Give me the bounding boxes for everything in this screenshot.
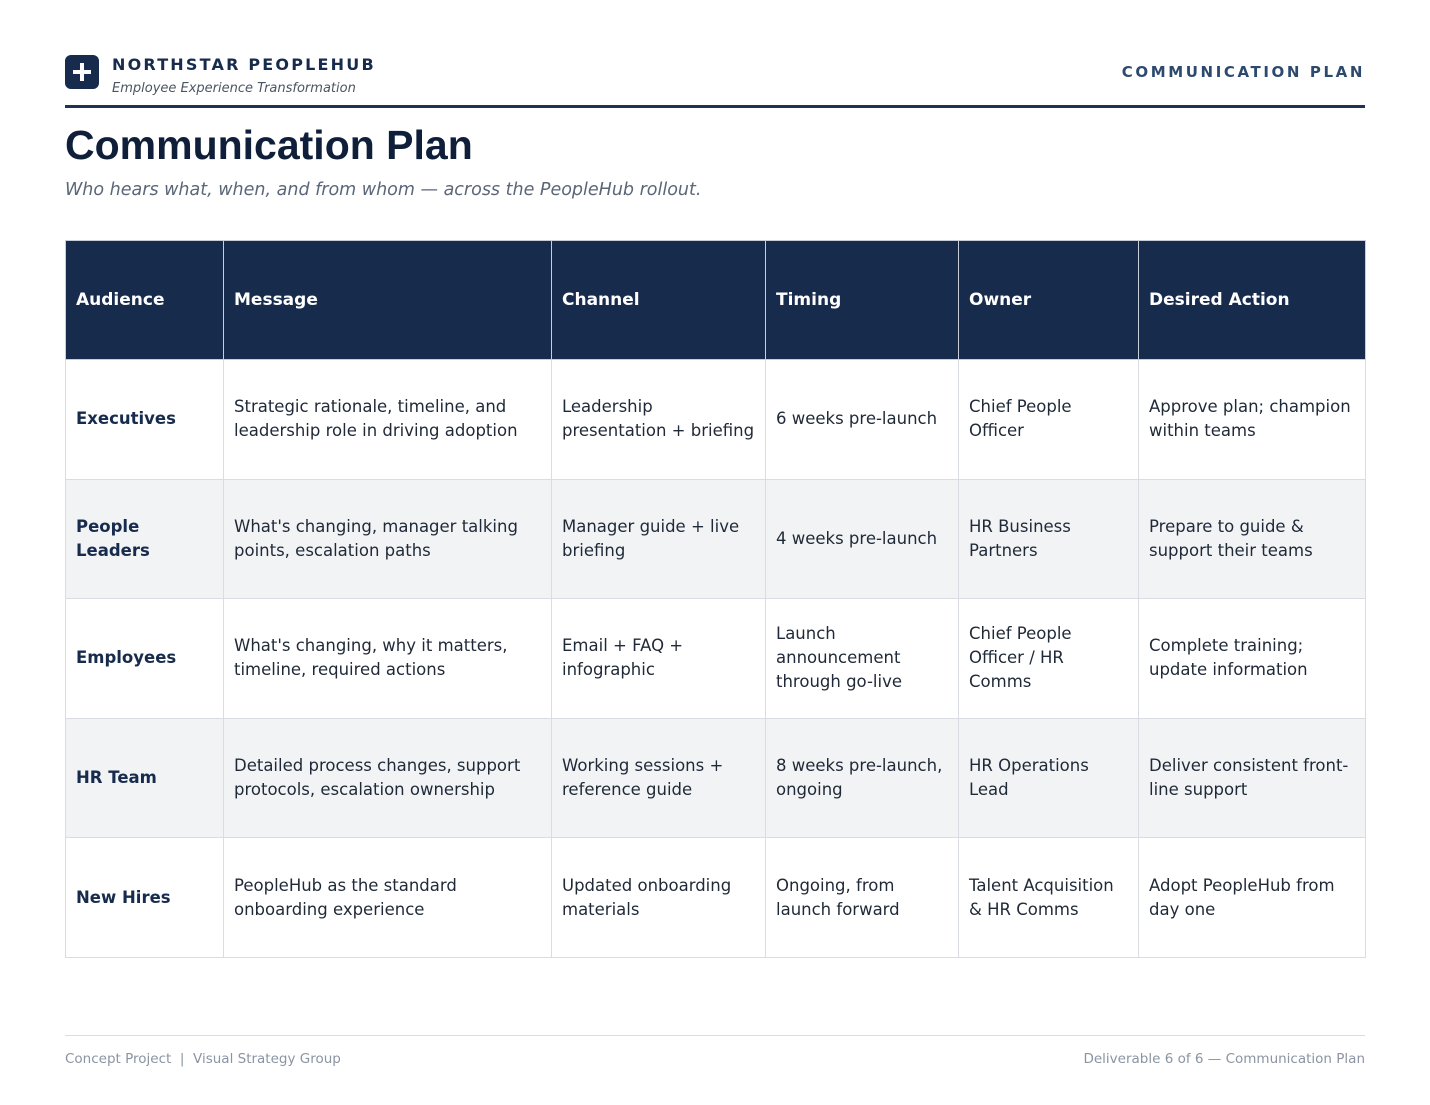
audience-cell: HR Team [66, 718, 224, 838]
column-header-desired-action: Desired Action [1139, 241, 1366, 360]
message-cell: PeopleHub as the standard onboarding experience [224, 838, 552, 958]
timing-cell: 8 weeks pre-launch, ongoing [766, 718, 959, 838]
brand-subtitle: Employee Experience Transformation [112, 81, 356, 96]
message-cell: Strategic rationale, timeline, and leadership role in driving adoption [224, 360, 552, 480]
table-header-row [66, 241, 1366, 360]
column-header-channel: Channel [552, 241, 766, 360]
brand-name: NORTHSTAR PEOPLEHUB [112, 55, 376, 74]
audience-cell: New Hires [66, 838, 224, 958]
footer-project-label: Concept Project | Visual Strategy Group [65, 1051, 341, 1067]
column-header-owner: Owner [959, 241, 1139, 360]
column-header-timing: Timing [766, 241, 959, 360]
desired-action-cell: Approve plan; champion within teams [1139, 360, 1366, 480]
owner-cell: Talent Acquisition & HR Comms [959, 838, 1139, 958]
channel-cell: Leadership presentation + briefing [552, 360, 766, 480]
channel-cell: Working sessions + reference guide [552, 718, 766, 838]
owner-cell: Chief People Officer / HR Comms [959, 599, 1139, 719]
communication-plan-table [65, 240, 1366, 958]
column-header-audience: Audience [66, 241, 224, 360]
desired-action-cell: Deliver consistent front-line support [1139, 718, 1366, 838]
timing-cell: Launch announcement through go-live [766, 599, 959, 719]
table-row [66, 718, 1366, 838]
table-row [66, 599, 1366, 719]
desired-action-cell: Complete training; update information [1139, 599, 1366, 719]
footer-deliverable-label: Deliverable 6 of 6 — Communication Plan [1083, 1051, 1365, 1067]
plus-icon [65, 55, 99, 89]
channel-cell: Manager guide + live briefing [552, 479, 766, 599]
channel-cell: Email + FAQ + infographic [552, 599, 766, 719]
table-row [66, 360, 1366, 480]
page-title: Communication Plan [65, 122, 473, 168]
message-cell: What's changing, why it matters, timeline, required actions [224, 599, 552, 719]
timing-cell: Ongoing, from launch forward [766, 838, 959, 958]
audience-cell: Executives [66, 360, 224, 480]
owner-cell: HR Business Partners [959, 479, 1139, 599]
page-footer [65, 1035, 1365, 1075]
audience-cell: Employees [66, 599, 224, 719]
audience-cell: People Leaders [66, 479, 224, 599]
page [65, 0, 1365, 1105]
column-header-message: Message [224, 241, 552, 360]
table-row [66, 479, 1366, 599]
desired-action-cell: Prepare to guide & support their teams [1139, 479, 1366, 599]
message-cell: Detailed process changes, support protocols, escalation ownership [224, 718, 552, 838]
table-row [66, 838, 1366, 958]
message-cell: What's changing, manager talking points, escalation paths [224, 479, 552, 599]
section-label: COMMUNICATION PLAN [1121, 63, 1365, 81]
page-header [65, 50, 1365, 108]
timing-cell: 4 weeks pre-launch [766, 479, 959, 599]
page-subtitle: Who hears what, when, and from whom — across the PeopleHub rollout. [65, 180, 702, 200]
timing-cell: 6 weeks pre-launch [766, 360, 959, 480]
owner-cell: Chief People Officer [959, 360, 1139, 480]
channel-cell: Updated onboarding materials [552, 838, 766, 958]
desired-action-cell: Adopt PeopleHub from day one [1139, 838, 1366, 958]
owner-cell: HR Operations Lead [959, 718, 1139, 838]
